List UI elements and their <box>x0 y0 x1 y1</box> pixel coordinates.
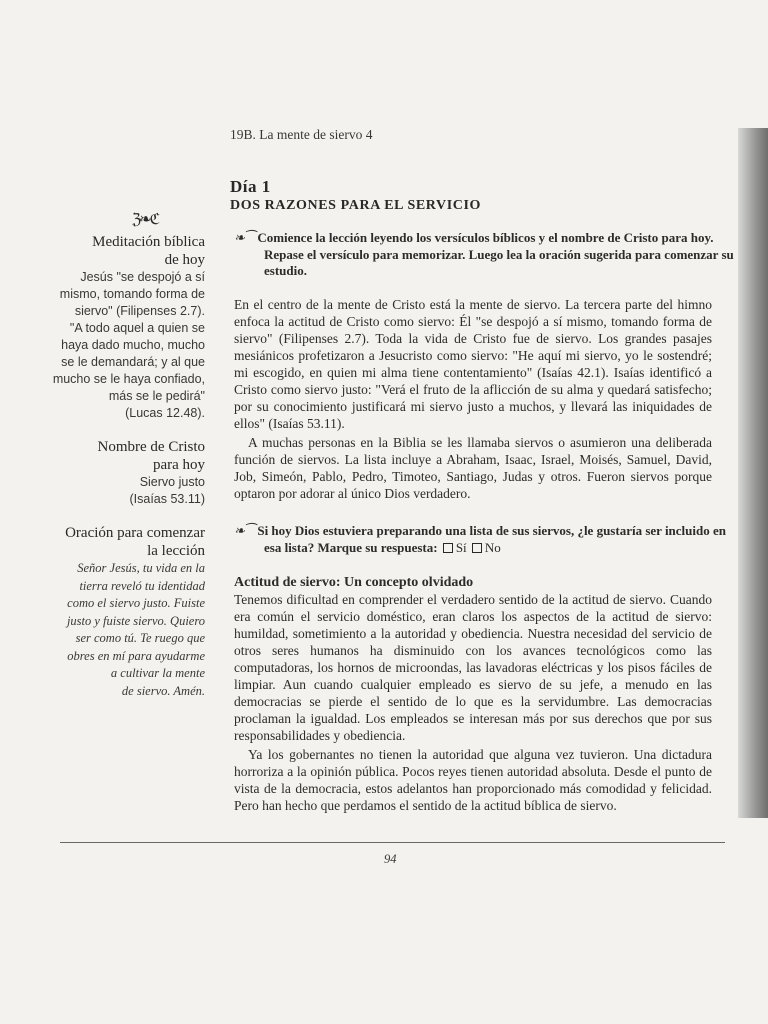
paragraph-servant-mind <box>234 296 712 432</box>
prayer-block <box>45 524 205 700</box>
meditation-line: mismo, tomando forma de <box>59 287 205 301</box>
day-title <box>230 177 481 215</box>
prayer-line: obres en mí para ayudarme <box>67 648 205 663</box>
prayer-line: ser como tú. Te ruego que <box>75 631 205 645</box>
meditation-line: "A todo aquel a quien se <box>69 321 205 335</box>
checkbox-no[interactable] <box>472 543 482 553</box>
christ-name-text <box>45 474 205 508</box>
section-subheading: Actitud de siervo: Un concepto olvidado <box>234 575 474 590</box>
instruction-servant-list-text: Si hoy Dios estuviera preparando una lista de sus siervos, ¿le gustaría ser incluido en esa lista? Marque su respuesta: <box>257 523 726 555</box>
instruction-servant-list <box>234 523 742 556</box>
paragraph-servant-mind-text: En el centro de la mente de Cristo está la mente de siervo. La tercera parte del himno enfoca la actitud de Cristo como siervo: Él "se despojó a sí mismo, tomando forma de siervo" (Filipenses 2.7). Toda la vida de Cristo fue de siervo. Los grandes pasajes mesiánicos profetizaron a Jesucristo como siervo: "He aquí mi siervo, yo le sostendré; mi escogido, en quien mi alma tiene contentamiento" (Isaías 42.1). Isaías identificó a Cristo como siervo justo: "Verá el fruto de la aflicción de su alma y quedará satisfecho; por su conocimiento justificará mi siervo justo a muchos, y llevará las iniquidades de ellos" (Isaías 53.11). <box>234 297 712 431</box>
checkbox-yes[interactable] <box>443 543 453 553</box>
meditation-line: haya dado mucho, mucho <box>61 338 205 352</box>
prayer-text <box>45 560 205 700</box>
meditation-line: se le demandará; y al que <box>61 355 205 369</box>
meditation-line: más se le pedirá" <box>108 389 205 403</box>
instruction-read-lesson-text: Comience la lección leyendo los versículos bíblicos y el nombre de Cristo para hoy. Repase el versículo para memorizar. Luego lea la oración sugerida para comenzar su estudio. <box>257 230 734 278</box>
day-title-line1: Día 1 <box>230 177 271 196</box>
prayer-line: a cultivar la mente <box>110 666 205 680</box>
option-no-label: No <box>484 539 501 555</box>
paragraph-servant-attitude-text: Tenemos dificultad en comprender el verdadero sentido de la actitud de siervo. Cuando era común el servicio doméstico, eran claros los aspectos de la actitud de siervo: humildad, sometimiento a la autoridad y obediencia. Nuestra necesidad del servicio de otros seres humanos ha disminuido con los avances tecnológicos como las computadoras, los hornos de microondas, las lavadoras eléctricas y los pisos fáciles de limpiar. Aun cuando cualquier empleado es siervo de su jefe, a menudo en las democracias se pierde el sentido de lo que es la servidumbre. Las democracias proclaman la igualdad. Los empleados se interesan más por sus derechos que por sus responsabilidades y obediencia. <box>234 592 712 743</box>
prayer-line: Señor Jesús, tu vida en la <box>77 561 205 575</box>
christ-name-block <box>45 438 205 508</box>
running-head: 19B. La mente de siervo 4 <box>230 127 373 142</box>
meditation-heading-line: Meditación bíblica <box>92 234 205 250</box>
leaf-icon: ❧⁀ <box>234 523 254 538</box>
leaf-icon: ❧⁀ <box>234 230 254 245</box>
sidebar <box>45 210 205 716</box>
option-yes-label: Sí <box>455 539 467 555</box>
page-number: 94 <box>384 852 397 866</box>
meditation-heading-line: de hoy <box>164 252 205 268</box>
meditation-line: siervo" (Filipenses 2.7). <box>74 304 205 318</box>
footer-rule <box>60 842 725 843</box>
christ-name-heading <box>45 438 205 474</box>
prayer-heading-line: la lección <box>147 543 205 559</box>
section-servant-attitude <box>234 574 712 814</box>
paragraph-bible-servants <box>234 434 712 502</box>
meditation-line: mucho se le haya confiado, <box>52 372 205 386</box>
meditation-text <box>45 269 205 422</box>
ornament-icon: ℨ❧ℭ <box>131 212 159 228</box>
prayer-heading-line: Oración para comenzar <box>65 525 205 541</box>
meditation-line: Jesús "se despojó a sí <box>80 270 205 284</box>
prayer-heading <box>45 524 205 560</box>
christ-name-heading-line: Nombre de Cristo <box>97 439 205 455</box>
prayer-line: tierra reveló tu identidad <box>79 578 205 593</box>
prayer-line: como el siervo justo. Fuiste <box>67 596 205 610</box>
paragraph-bible-servants-text: A muchas personas en la Biblia se les llamaba siervos o asumieron una deliberada función de siervos. La lista incluye a Abraham, Isaac, Israel, Moisés, Samuel, David, Job, Simeón, Pablo, Pedro, Timoteo, Santiago, Judas y otros. Fueron siervos porque optaron por adorar al único Dios verdadero. <box>234 435 712 501</box>
page-edge-shadow <box>738 128 768 818</box>
meditation-heading <box>45 233 205 269</box>
instruction-read-lesson <box>234 230 742 280</box>
prayer-line: justo y fuiste siervo. Quiero <box>66 613 205 628</box>
paragraph-rulers-text: Ya los gobernantes no tienen la autoridad que alguna vez tuvieron. Una dictadura horroriza a la opinión pública. Pocos reyes tienen autoridad absoluta. Desde el punto de vista de la democracia, estos adelantos han proporcionado más comodidad y felicidad. Pero han hecho que perdamos el sentido de la actitud bíblica de siervo. <box>234 747 712 813</box>
meditation-block <box>45 233 205 422</box>
day-title-line2: DOS RAZONES PARA EL SERVICIO <box>230 198 481 213</box>
christ-name-heading-line: para hoy <box>152 457 205 473</box>
prayer-line: de siervo. Amén. <box>121 683 205 698</box>
christ-name-line: Siervo justo <box>139 475 205 489</box>
christ-name-line: (Isaías 53.11) <box>129 492 205 506</box>
meditation-line: (Lucas 12.48). <box>125 406 205 420</box>
